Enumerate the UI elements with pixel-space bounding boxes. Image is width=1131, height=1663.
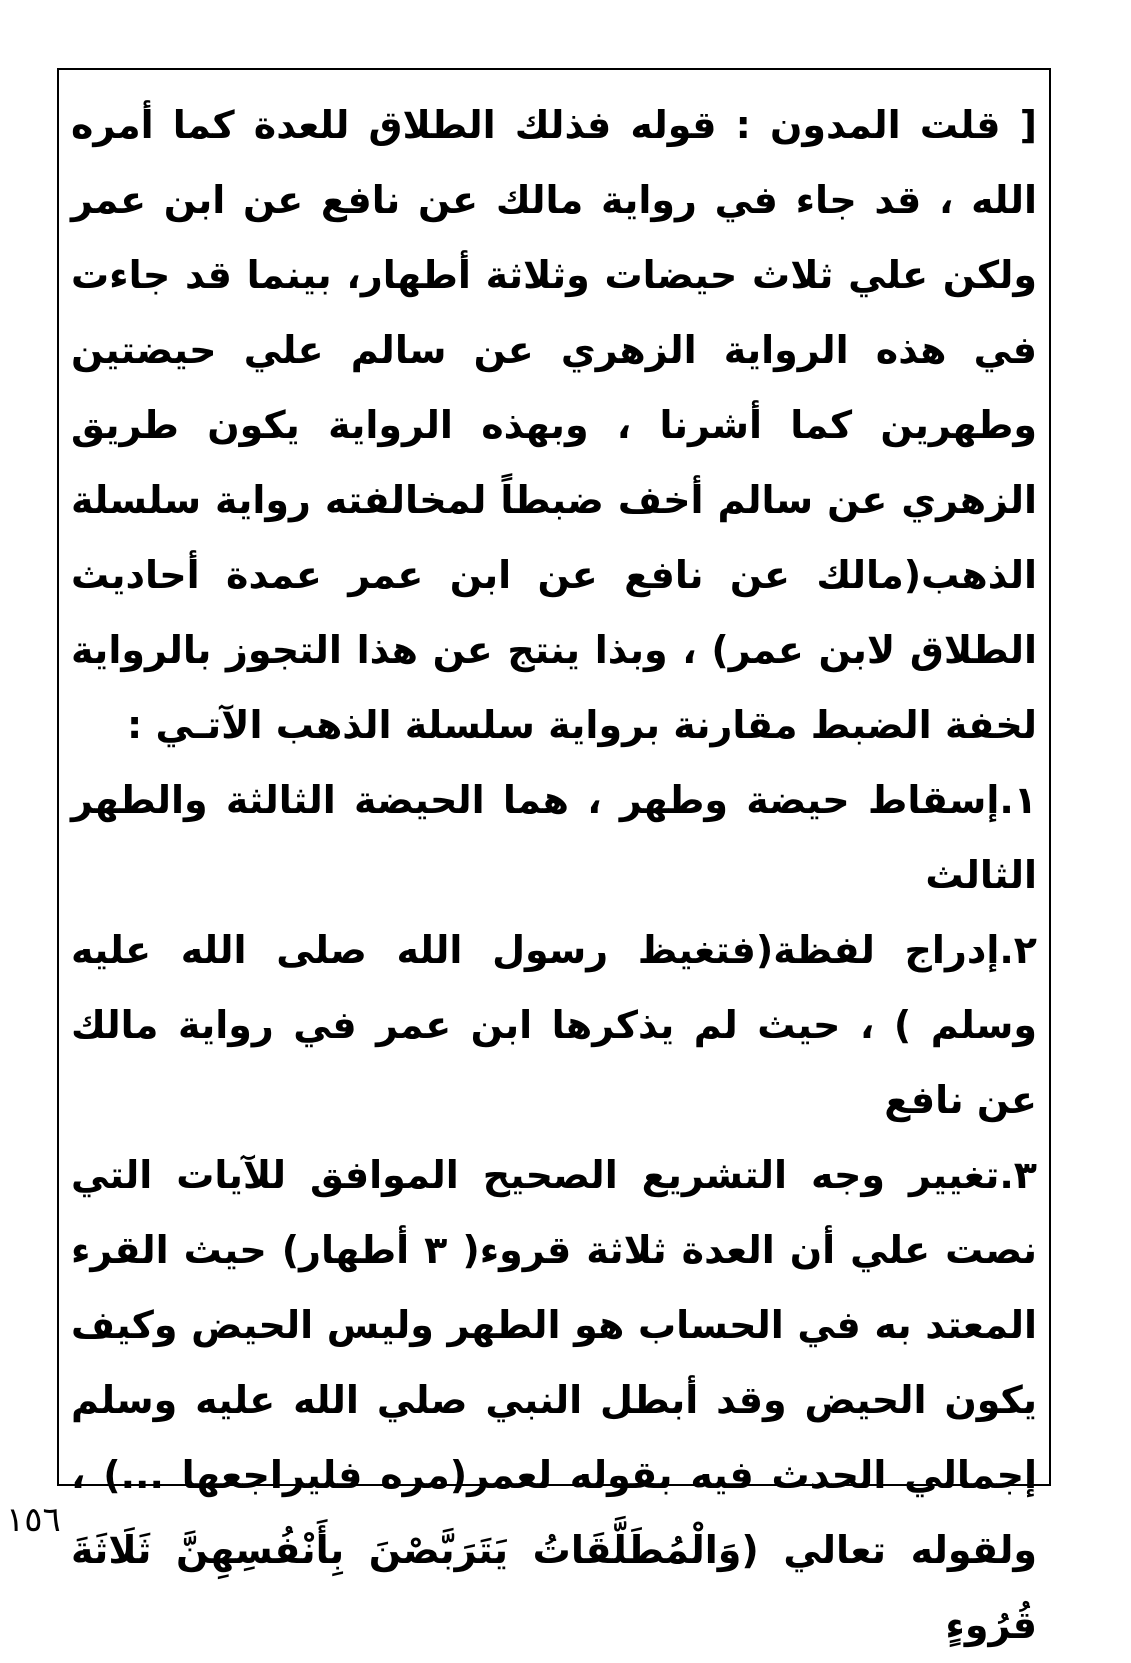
list-item-2: ٢.إدراج لفظة(فتغيظ رسول الله صلى الله عليه وسلم ) ، حيث لم يذكرها ابن عمر في رواية مالك عن نافع [71,928,1037,1122]
list-item-1: ١.إسقاط حيضة وطهر ، هما الحيضة الثالثة والطهر الثالث [71,778,1037,897]
page-number: ١٥٦ [6,1500,61,1540]
page-body [71,88,1037,1663]
list-item-3: ٣.تغيير وجه التشريع الصحيح الموافق للآيات التي نصت علي أن العدة ثلاثة قروء( ٣ أطهار) حيث القرء المعتد به في الحساب هو الطهر وليس الحيض وكيف يكون الحيض وقد أبطل النبي صلي الله عليه وسلم إجمالي الحدث فيه بقوله لعمر(مره فليراجعها ...) ، ولقوله تعالي (وَالْمُطَلَّقَاتُ يَتَرَبَّصْنَ بِأَنْفُسِهِنَّ ثَلَاثَةَ قُرُوءٍ [71,1153,1038,1647]
paragraph-intro: [ قلت المدون : قوله فذلك الطلاق للعدة كما أمره الله ، قد جاء في رواية مالك عن نافع عن ابن عمر ولكن علي ثلاث حيضات وثلاثة أطهار، بينما قد جاءت في هذه الرواية الزهري عن سالم علي حيضتين وطهرين كما أشرنا ، وبهذه الرواية يكون طريق الزهري عن سالم أخف ضبطاً لمخالفته رواية سلسلة الذهب(مالك عن نافع عن ابن عمر عمدة أحاديث الطلاق لابن عمر) ، وبذا ينتج عن هذا التجوز بالرواية لخفة الضبط مقارنة برواية سلسلة الذهب الآتـي : [71,103,1037,747]
text-frame [57,68,1051,1647]
